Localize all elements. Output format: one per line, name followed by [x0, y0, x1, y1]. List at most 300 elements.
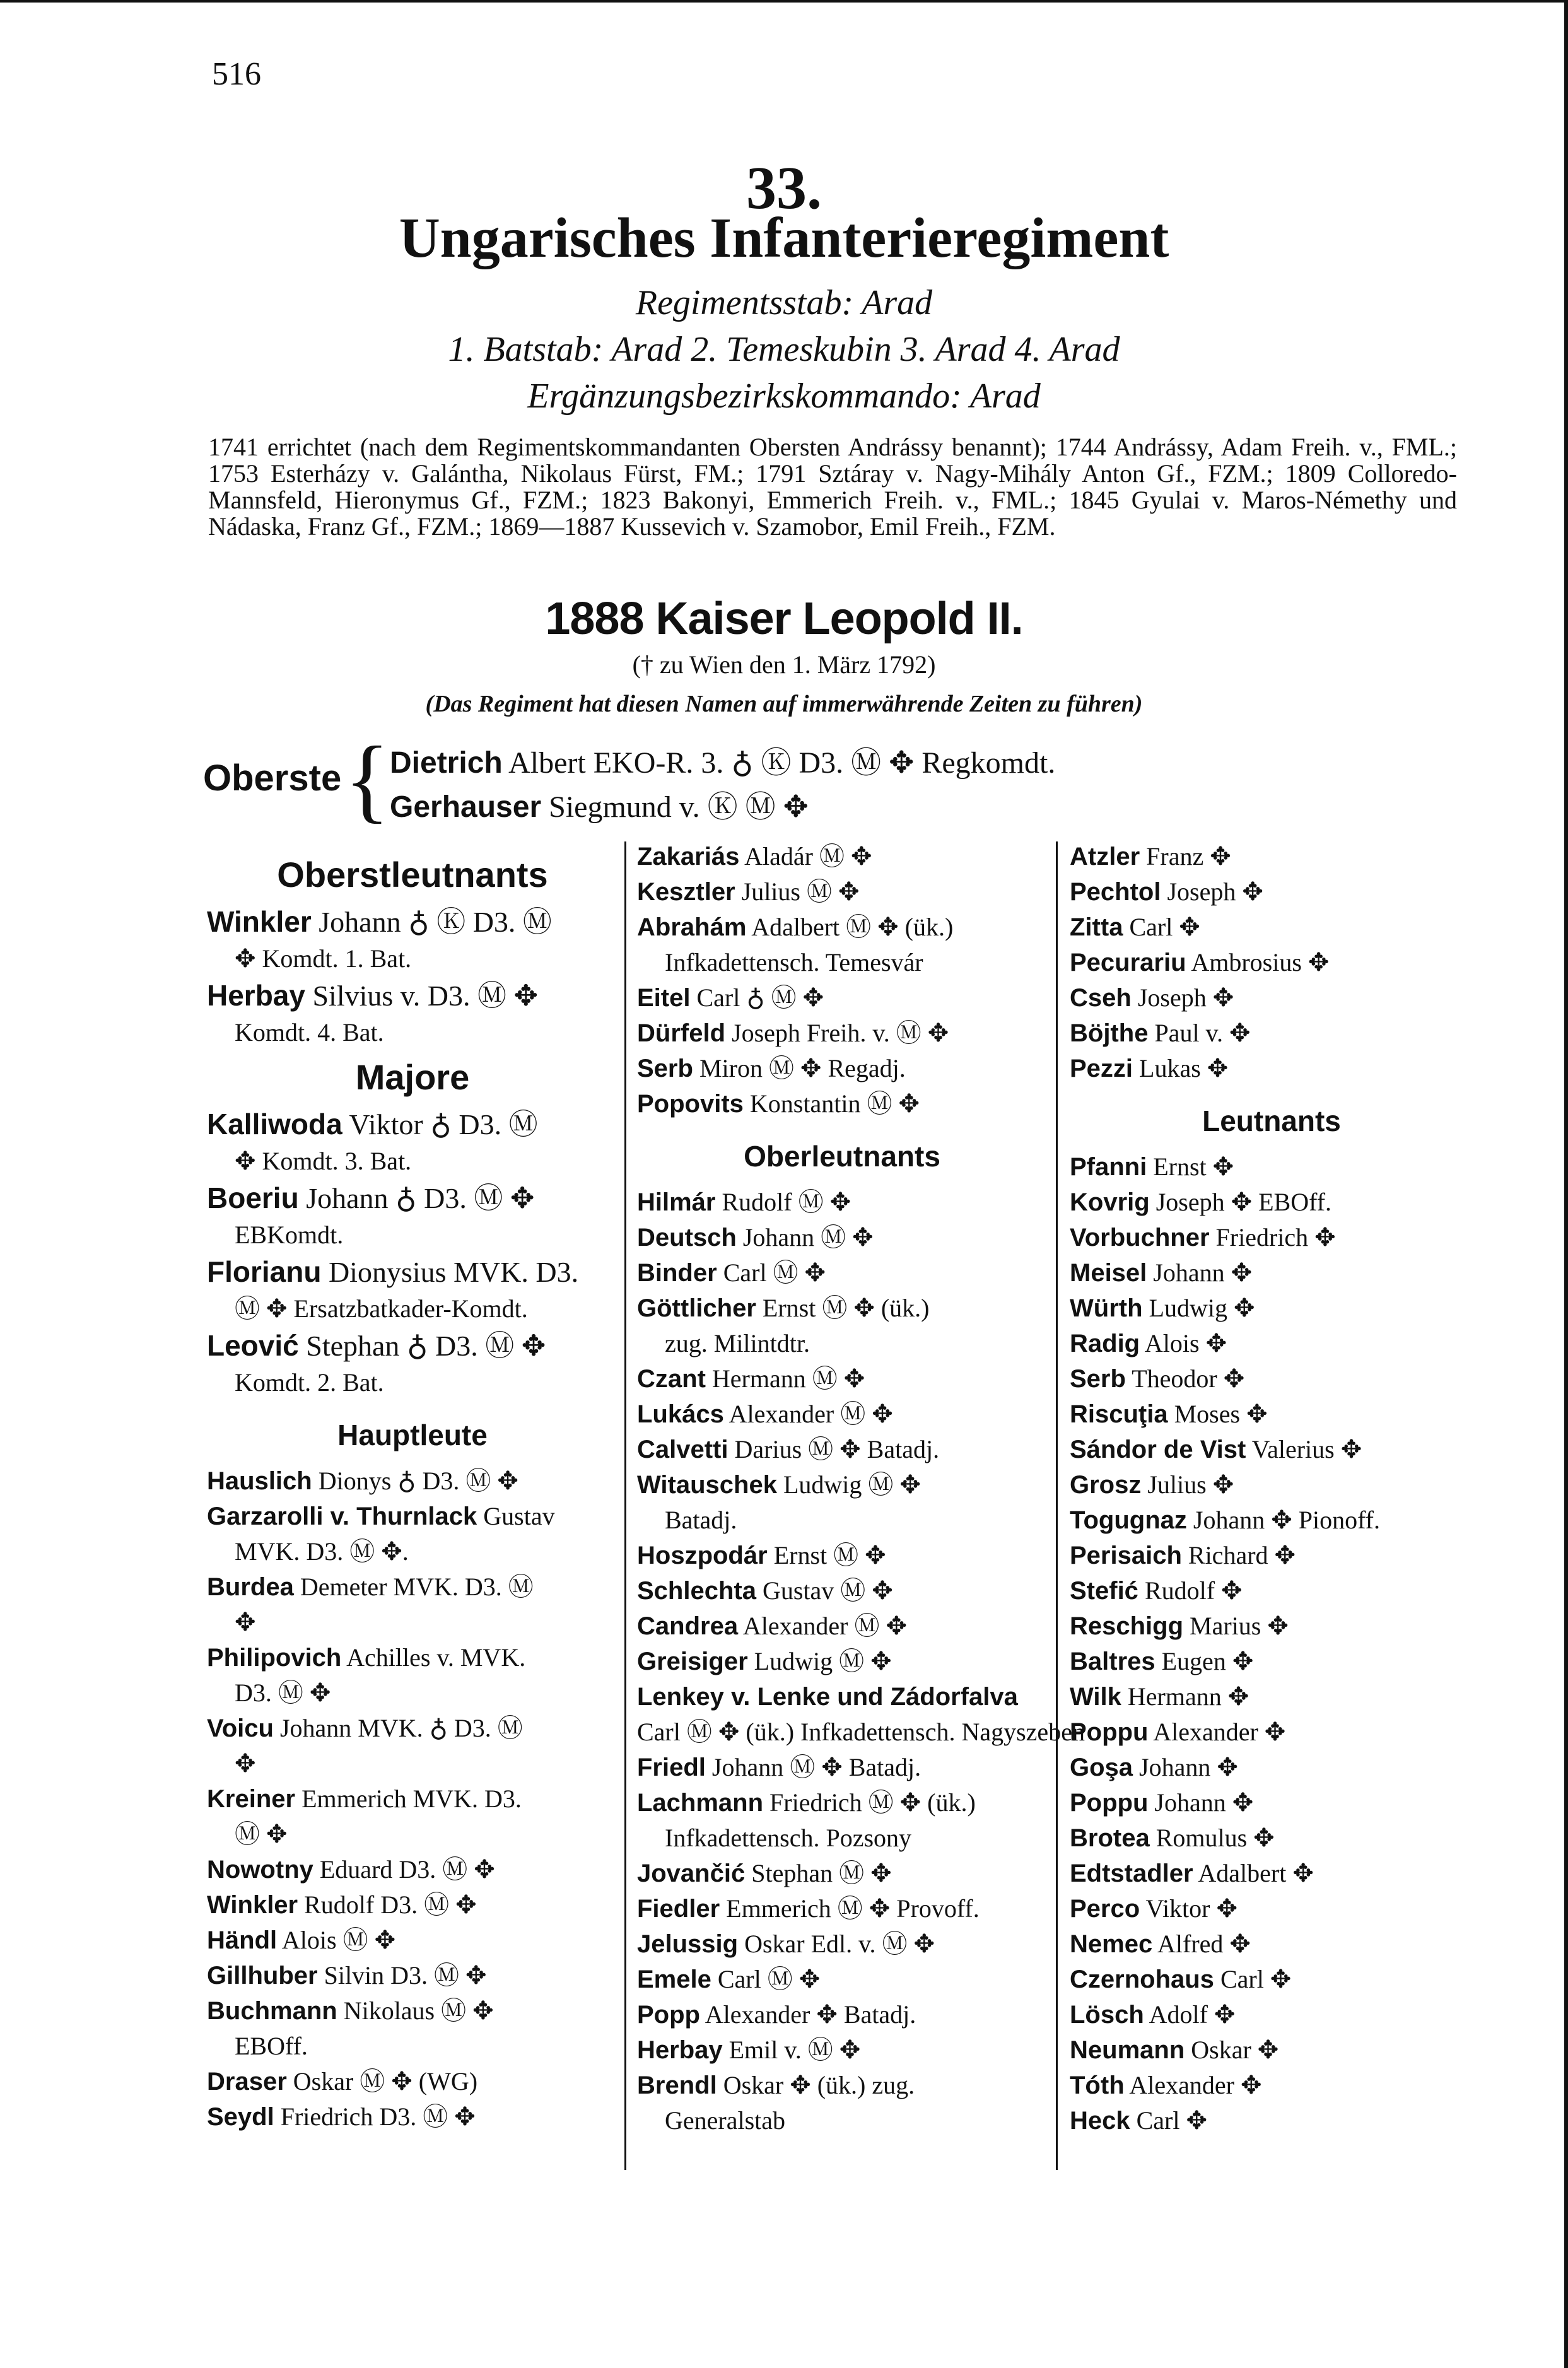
officer-details: Johann ✥: [1139, 1753, 1238, 1781]
officer-details-continued: Ⓜ ✥: [235, 1820, 288, 1848]
heading-oberleutnants: Oberleutnants: [744, 1140, 940, 1173]
officer-details: Joseph ✥: [1137, 983, 1234, 1012]
officer-name: Lösch: [1070, 2001, 1144, 2029]
roster-entry: [207, 1569, 618, 1605]
officer-name: Dürfeld: [637, 1019, 725, 1047]
officer-name: Würth: [1070, 1294, 1143, 1322]
roster-entry: [207, 2064, 618, 2099]
roster-entry: [1070, 1397, 1473, 1432]
officer-details-continued: ✥ Komdt. 1. Bat.: [235, 944, 412, 973]
officer-name: Baltres: [1070, 1648, 1156, 1675]
roster-entry: [1070, 1891, 1473, 1926]
officer-details: Achilles v. MVK.: [346, 1643, 526, 1672]
officer-details: Demeter MVK. D3. Ⓜ: [300, 1573, 534, 1601]
roster-entry: [1070, 1326, 1473, 1361]
officer-name: Voicu: [207, 1714, 274, 1742]
officer-details: Oskar ✥ (ük.) zug.: [723, 2071, 915, 2099]
officer-name: Nowotny: [207, 1856, 313, 1884]
roster-entry: [207, 1852, 618, 1887]
officer-details: Alexander ✥: [1153, 1718, 1286, 1746]
roster-entry: [1070, 945, 1473, 980]
officer-name: Seydl: [207, 2103, 274, 2131]
roster-entry: [637, 1467, 1047, 1503]
roster-entry: [1070, 1856, 1473, 1891]
roster-entry: [207, 1781, 618, 1817]
heading-leutnants: Leutnants: [1202, 1105, 1341, 1137]
officer-name: Schlechta: [637, 1577, 756, 1605]
officer-details: Marius ✥: [1190, 1612, 1289, 1640]
hauptleute-continued-list: [637, 839, 1047, 1122]
ergaenzungsbezirk: Ergänzungsbezirkskommando: Arad: [527, 377, 1041, 416]
majore-list: [207, 1105, 618, 1400]
officer-details: Adolf ✥: [1149, 2000, 1236, 2029]
roster-entry: [1070, 2032, 1473, 2068]
officer-name: Riscuţia: [1070, 1400, 1168, 1428]
officer-details: Romulus ✥: [1156, 1824, 1275, 1852]
roster-entry: [1070, 1016, 1473, 1051]
roster-entry: [1070, 1997, 1473, 2032]
regiment-title: Ungarisches Infanterieregiment: [399, 207, 1169, 269]
roster-entry: [1070, 839, 1473, 874]
roster-entry: [637, 1051, 1047, 1086]
regiment-motto: (Das Regiment hat diesen Namen auf immerwährende Zeiten zu führen): [425, 691, 1143, 717]
officer-details-continued: ✥ Komdt. 3. Bat.: [235, 1147, 412, 1175]
officer-details: Johann ♁ Ⓚ D3. Ⓜ: [319, 906, 552, 938]
officer-details-continued: Komdt. 4. Bat.: [235, 1018, 384, 1046]
roster-entry: [637, 1785, 1047, 1820]
officer-details-continued: ✥: [235, 1749, 256, 1778]
roster-entry: [207, 1253, 618, 1291]
officer-name: Binder: [637, 1259, 717, 1287]
roster-entry: [1070, 1714, 1473, 1750]
officer-details: Carl ✥: [1136, 2106, 1208, 2135]
officer-details: Ernst Ⓜ ✥: [773, 1541, 886, 1569]
officer-details: Moses ✥: [1174, 1400, 1268, 1428]
roster-entry: [637, 980, 1047, 1016]
officer-details: Gustav Ⓜ ✥: [762, 1576, 893, 1605]
officer-name: Calvetti: [637, 1436, 728, 1463]
officer-name: Perco: [1070, 1895, 1140, 1923]
column-3: [1070, 839, 1473, 2138]
officer-name: Winkler: [207, 905, 312, 938]
roster-entry: [637, 874, 1047, 910]
officer-name: Hauslich: [207, 1467, 312, 1495]
roster-entry: [637, 1255, 1047, 1291]
officer-name: Kesztler: [637, 878, 735, 906]
officer-name: Poppu: [1070, 1718, 1149, 1746]
roster-entry: [637, 1220, 1047, 1255]
heading-hauptleute: Hauptleute: [337, 1419, 488, 1451]
roster-entry: [637, 1291, 1047, 1326]
roster-entry: [207, 1179, 618, 1217]
officer-details: Viktor ♁ D3. Ⓜ: [349, 1108, 538, 1140]
officer-details-continued: Infkadettensch. Pozsony: [665, 1824, 912, 1852]
roster-entry: [207, 1958, 618, 1993]
officer-name: Kalliwoda: [207, 1108, 342, 1140]
officer-details: Carl ♁ Ⓜ ✥: [696, 983, 824, 1012]
roster-entry: [1070, 1679, 1473, 1714]
officer-details: Miron Ⓜ ✥ Regadj.: [699, 1054, 906, 1082]
roster-entry: [1070, 1361, 1473, 1397]
officer-name: Neumann: [1070, 2036, 1185, 2064]
officer-name: Togugnaz: [1070, 1506, 1187, 1534]
brace-symbol: {: [344, 727, 390, 832]
officer-details: Silvius v. D3. Ⓜ ✥: [312, 980, 539, 1012]
officer-name: Nemec: [1070, 1930, 1153, 1958]
roster-entry: [1070, 2068, 1473, 2103]
officer-name: Buchmann: [207, 1997, 337, 2025]
officer-details: Richard ✥: [1188, 1541, 1296, 1569]
officer-name: Deutsch: [637, 1224, 737, 1251]
officer-details: Dionys ♁ D3. Ⓜ ✥: [318, 1467, 518, 1495]
roster-entry: [1070, 1432, 1473, 1467]
officer-details-continued: Ⓜ ✥ Ersatzbatkader-Komdt.: [235, 1294, 528, 1323]
hauptleute-list: [207, 1463, 618, 2135]
officer-details: Emil v. Ⓜ ✥: [728, 2036, 861, 2064]
oberst-name: Dietrich: [390, 746, 503, 780]
officer-name: Zakariás: [637, 843, 740, 870]
officer-name: Jelussig: [637, 1930, 739, 1958]
officer-name: Draser: [207, 2068, 287, 2095]
officer-details: Ludwig ✥: [1149, 1294, 1255, 1322]
roster-entry: [637, 910, 1047, 945]
officer-details: Adalbert Ⓜ ✥ (ük.): [751, 913, 954, 941]
officer-details: Ludwig Ⓜ ✥: [754, 1647, 892, 1675]
officer-name: Czant: [637, 1365, 706, 1393]
oberst-details: Siegmund v. Ⓚ Ⓜ ✥: [549, 790, 809, 824]
officer-details-continued: EBOff.: [235, 2032, 308, 2060]
regimentsstab: Regimentsstab: Arad: [635, 283, 933, 322]
officer-name: Wilk: [1070, 1683, 1121, 1711]
officer-name: Brotea: [1070, 1824, 1150, 1852]
roster-entry: [637, 1714, 1085, 1750]
officer-details: Joseph Freih. v. Ⓜ ✥: [732, 1019, 949, 1047]
officer-name: Cseh: [1070, 984, 1132, 1012]
roster-entry: [1070, 980, 1473, 1016]
roster-entry: [637, 1397, 1047, 1432]
roster-entry: [1070, 2103, 1473, 2138]
officer-details: Dionysius MVK. D3.: [328, 1256, 579, 1288]
roster-entry: [637, 1086, 1047, 1122]
batstab: 1. Batstab: Arad 2. Temeskubin 3. Arad 4. Arad: [448, 330, 1120, 369]
officer-details: Johann ✥: [1154, 1788, 1254, 1817]
officer-name: Serb: [1070, 1365, 1126, 1393]
roster-entry: [207, 1711, 618, 1746]
officer-name: Pechtol: [1070, 878, 1161, 906]
officer-details: Oskar Ⓜ ✥ (WG): [293, 2067, 478, 2095]
officer-name: Garzarolli v. Thurnlack: [207, 1503, 477, 1530]
officer-details: Stephan ♁ D3. Ⓜ ✥: [306, 1330, 546, 1362]
roster-entry: [637, 1750, 1047, 1785]
roster-entry: [1070, 1644, 1473, 1679]
roster-entry: [637, 1185, 1047, 1220]
officer-details: Eduard D3. Ⓜ ✥: [319, 1855, 495, 1884]
roster-entry: [1070, 1573, 1473, 1609]
officer-details: Johann MVK. ♁ D3. Ⓜ: [279, 1714, 523, 1742]
officer-details: Carl Ⓜ ✥: [717, 1965, 821, 1993]
oberstleutnants-list: [207, 903, 618, 1050]
officer-details: Joseph ✥: [1167, 877, 1263, 906]
officer-name: Lukács: [637, 1400, 724, 1428]
roster-entry: [637, 1573, 1047, 1609]
officer-details: Alfred ✥: [1157, 1930, 1251, 1958]
officer-name: Hilmár: [637, 1188, 716, 1216]
officer-details: Ernst ✥: [1153, 1152, 1234, 1181]
officer-name: Lenkey v. Lenke und Zádorfalva: [637, 1683, 1018, 1711]
officer-details: Franz ✥: [1146, 842, 1231, 870]
officer-name: Lachmann: [637, 1789, 764, 1817]
page-number: 516: [212, 56, 261, 92]
officer-name: Stefić: [1070, 1577, 1138, 1605]
roster-entry: [1070, 874, 1473, 910]
officer-details: Oskar ✥: [1191, 2036, 1279, 2064]
officer-details: Nikolaus Ⓜ ✥: [343, 1996, 494, 2025]
roster-entry: [637, 2068, 1047, 2103]
officer-details: Friedrich D3. Ⓜ ✥: [280, 2102, 476, 2131]
officer-details: Viktor ✥: [1145, 1894, 1237, 1923]
oberste-label: Oberste: [203, 758, 342, 799]
officer-details: Stephan Ⓜ ✥: [751, 1859, 892, 1887]
oberst-details: Albert EKO-R. 3. ♁ Ⓚ D3. Ⓜ ✥ Regkomdt.: [508, 746, 1056, 780]
roster-entry: [637, 1962, 1047, 1997]
officer-name: Händl: [207, 1926, 278, 1954]
officer-name: Pezzi: [1070, 1055, 1133, 1082]
officer-details: Carl ✥: [1129, 913, 1200, 941]
officer-details: Rudolf ✥: [1144, 1576, 1243, 1605]
roster-entry: [1070, 1820, 1473, 1856]
officer-details: Aladár Ⓜ ✥: [744, 842, 872, 870]
officer-name: Tóth: [1070, 2072, 1125, 2099]
officer-details: Johann Ⓜ ✥ Batadj.: [711, 1753, 921, 1781]
officer-details-continued: Batadj.: [665, 1506, 737, 1534]
roster-entry: [637, 1679, 1047, 1714]
officer-name: Witauschek: [637, 1471, 777, 1499]
officer-details: Rudolf Ⓜ ✥: [722, 1188, 851, 1216]
officer-name: Hoszpodár: [637, 1542, 768, 1569]
roster-entry: [1070, 1255, 1473, 1291]
officer-details: Ambrosius ✥: [1191, 948, 1330, 976]
roster-entry: [207, 1887, 618, 1923]
roster-entry: [207, 1499, 618, 1534]
roster-entry: [637, 2032, 1047, 2068]
officer-details: Friedrich ✥: [1215, 1223, 1336, 1251]
officer-details-continued: EBKomdt.: [235, 1221, 344, 1249]
roster-entry: [1070, 1538, 1473, 1573]
officer-details: Lukas ✥: [1139, 1054, 1229, 1082]
roster-entry: [1070, 910, 1473, 945]
emperor-name: 1888 Kaiser Leopold II.: [545, 594, 1023, 644]
oberleutnants-list: [637, 1185, 1085, 2138]
officer-name: Emele: [637, 1966, 711, 1993]
officer-name: Goşa: [1070, 1754, 1133, 1781]
officer-details: Eugen ✥: [1161, 1647, 1254, 1675]
officer-name: Atzler: [1070, 843, 1140, 870]
officer-name: Popp: [637, 2001, 700, 2029]
officer-details: Joseph ✥ EBOff.: [1156, 1188, 1332, 1216]
roster-entry: [207, 1463, 618, 1499]
officer-details: Konstantin Ⓜ ✥: [749, 1089, 920, 1118]
roster-entry: [1070, 1962, 1473, 1997]
officer-name: Heck: [1070, 2107, 1130, 2135]
death-note: († zu Wien den 1. März 1792): [632, 650, 936, 679]
officer-name: Czernohaus: [1070, 1966, 1214, 1993]
regiment-number: 33.: [746, 154, 822, 221]
officer-name: Jovančić: [637, 1860, 746, 1887]
officer-name: Grosz: [1070, 1471, 1142, 1499]
officer-details: Johann ♁ D3. Ⓜ ✥: [306, 1182, 535, 1214]
officer-details: Alexander Ⓜ ✥: [742, 1612, 907, 1640]
roster-entry: [207, 1327, 618, 1365]
officer-name: Winkler: [207, 1891, 298, 1919]
officer-details: Johann Ⓜ ✥: [742, 1223, 874, 1251]
officer-name: Kovrig: [1070, 1188, 1150, 1216]
officer-name: Reschigg: [1070, 1612, 1184, 1640]
roster-entry: [637, 839, 1047, 874]
officer-name: Göttlicher: [637, 1294, 756, 1322]
roster-entry: [1070, 1609, 1473, 1644]
column-divider: [1056, 841, 1058, 2170]
officer-name: Serb: [637, 1055, 693, 1082]
officer-details: Johann ✥ Pionoff.: [1193, 1506, 1381, 1534]
roster-entry: [637, 1644, 1047, 1679]
roster-entry: [207, 1105, 618, 1144]
officer-details-continued: MVK. D3. Ⓜ ✥.: [235, 1537, 409, 1566]
officer-details: Theodor ✥: [1132, 1364, 1245, 1393]
officer-details-continued: zug. Milintdtr.: [665, 1329, 810, 1357]
roster-entry: [207, 976, 618, 1015]
officer-name: Edtstadler: [1070, 1860, 1193, 1887]
officer-details: Julius ✥: [1147, 1470, 1234, 1499]
officer-details: Hermann Ⓜ ✥: [711, 1364, 865, 1393]
roster-entry: [1070, 1149, 1473, 1185]
officer-details-continued: ✥: [235, 1608, 256, 1636]
roster-entry: [637, 1856, 1047, 1891]
officer-name: Poppu: [1070, 1789, 1149, 1817]
officer-details: Paul v. ✥: [1154, 1019, 1251, 1047]
oberst-name: Gerhauser: [390, 790, 542, 824]
officer-name: Florianu: [207, 1255, 322, 1288]
officer-details: Alexander ✥: [1129, 2071, 1262, 2099]
officer-name: Abrahám: [637, 913, 747, 941]
roster-entry: [637, 1432, 1047, 1467]
officer-name: Kreiner: [207, 1785, 296, 1813]
officer-details: Alois Ⓜ ✥: [281, 1926, 396, 1954]
officer-details: Ludwig Ⓜ ✥: [783, 1470, 921, 1499]
officer-details: Emmerich MVK. D3.: [301, 1785, 522, 1813]
heading-majore: Majore: [355, 1057, 470, 1097]
officer-name: Philipovich: [207, 1644, 342, 1672]
officer-details: Rudolf D3. Ⓜ ✥: [304, 1890, 477, 1919]
roster-entry: [1070, 1467, 1473, 1503]
officer-details: Friedrich Ⓜ ✥ (ük.): [769, 1788, 976, 1817]
officer-details: Alexander Ⓜ ✥: [728, 1400, 893, 1428]
roster-entry: [637, 1997, 1047, 2032]
officer-details: Hermann ✥: [1127, 1682, 1249, 1711]
officer-name: Friedl: [637, 1754, 706, 1781]
roster-entry: [637, 1926, 1047, 1962]
officer-name: Brendl: [637, 2072, 717, 2099]
officer-details: Alois ✥: [1144, 1329, 1227, 1357]
officer-details: Emmerich Ⓜ ✥ Provoff.: [726, 1894, 980, 1923]
roster-entry: [207, 1993, 618, 2029]
roster-entry: [637, 1538, 1047, 1573]
roster-entry: [1070, 1926, 1473, 1962]
officer-details: Adalbert ✥: [1198, 1859, 1314, 1887]
officer-details: Carl Ⓜ ✥ (ük.) Infkadettensch. Nagyszeben: [637, 1718, 1085, 1746]
regiment-history: 1741 errichtet (nach dem Regimentskommandanten Obersten Andrássy benannt); 1744 Andrássy, Adam Freih. v., FML.; 1753 Esterházy v. Galántha, Nikolaus Fürst, FM.; 1791 Sztáray v. Nagy-Mihály Anton Gf., FZM.; 1809 Colloredo-Mannsfeld, Hieronymus Gf., FZM.; 1823 Bakonyi, Emmerich Freih. v., FML.; 1845 Gyulai v. Maros-Némethy und Nádaska, Franz Gf., FZM.; 1869—1887 Kussevich v. Szamobor, Emil Freih., FZM.: [208, 433, 1457, 541]
officer-name: Candrea: [637, 1612, 739, 1640]
roster-entry: [637, 1609, 1047, 1644]
officer-details: Johann ✥: [1153, 1258, 1253, 1287]
roster-entry: [207, 2099, 618, 2135]
leutnants-list: [1070, 1149, 1473, 2138]
roster-entry: [1070, 1291, 1473, 1326]
column-1: [207, 848, 618, 2135]
officer-name: Eitel: [637, 984, 691, 1012]
officer-details: Gustav: [483, 1502, 555, 1530]
officer-name: Herbay: [207, 979, 305, 1012]
officer-details-continued: Generalstab: [665, 2106, 786, 2135]
roster-entry: [207, 1640, 618, 1675]
officer-name: Zitta: [1070, 913, 1123, 941]
officer-details: Darius Ⓜ ✥ Batadj.: [734, 1435, 940, 1463]
officer-details: Silvin D3. Ⓜ ✥: [324, 1961, 487, 1990]
officer-name: Radig: [1070, 1330, 1140, 1357]
officer-details-continued: D3. Ⓜ ✥: [235, 1679, 331, 1707]
officer-details: Ernst Ⓜ ✥ (ük.): [762, 1294, 930, 1322]
roster-entry: [207, 1923, 618, 1958]
officer-details: Alexander ✥ Batadj.: [705, 2000, 916, 2029]
officer-details: Carl Ⓜ ✥: [723, 1258, 826, 1287]
roster-entry: [1070, 1750, 1473, 1785]
roster-entry: [1070, 1785, 1473, 1820]
officer-name: Gillhuber: [207, 1962, 318, 1990]
column-divider: [624, 841, 626, 2170]
officer-name: Herbay: [637, 2036, 723, 2064]
officer-name: Böjthe: [1070, 1019, 1149, 1047]
officer-name: Burdea: [207, 1573, 294, 1601]
officer-name: Leović: [207, 1329, 299, 1362]
officer-name: Sándor de Vist: [1070, 1436, 1246, 1463]
officer-name: Vorbuchner: [1070, 1224, 1210, 1251]
officer-name: Greisiger: [637, 1648, 748, 1675]
heading-oberstleutnants: Oberstleutnants: [277, 855, 548, 894]
roster-entry: [637, 1016, 1047, 1051]
officer-name: Fiedler: [637, 1895, 720, 1923]
officer-name: Perisaich: [1070, 1542, 1182, 1569]
officer-name: Meisel: [1070, 1259, 1147, 1287]
officer-details: Carl ✥: [1220, 1965, 1292, 1993]
officer-details: Julius Ⓜ ✥: [741, 877, 860, 906]
roster-entry: [207, 903, 618, 941]
roster-entry: [637, 1891, 1047, 1926]
officer-details: Oskar Edl. v. Ⓜ ✥: [744, 1930, 935, 1958]
officer-details-continued: Infkadettensch. Temesvár: [665, 948, 923, 976]
officer-name: Popovits: [637, 1090, 744, 1118]
roster-entry: [1070, 1220, 1473, 1255]
roster-entry: [637, 1361, 1047, 1397]
oberleutnants-continued-list: [1070, 839, 1473, 1086]
officer-name: Boeriu: [207, 1181, 299, 1214]
roster-entry: [1070, 1503, 1473, 1538]
officer-details-continued: Komdt. 2. Bat.: [235, 1368, 384, 1397]
officer-details: Valerius ✥: [1251, 1435, 1362, 1463]
roster-entry: [1070, 1051, 1473, 1086]
column-2: [637, 839, 1085, 2138]
oberst-entry: [390, 782, 809, 826]
officer-name: Pfanni: [1070, 1153, 1147, 1181]
roster-entry: [1070, 1185, 1473, 1220]
